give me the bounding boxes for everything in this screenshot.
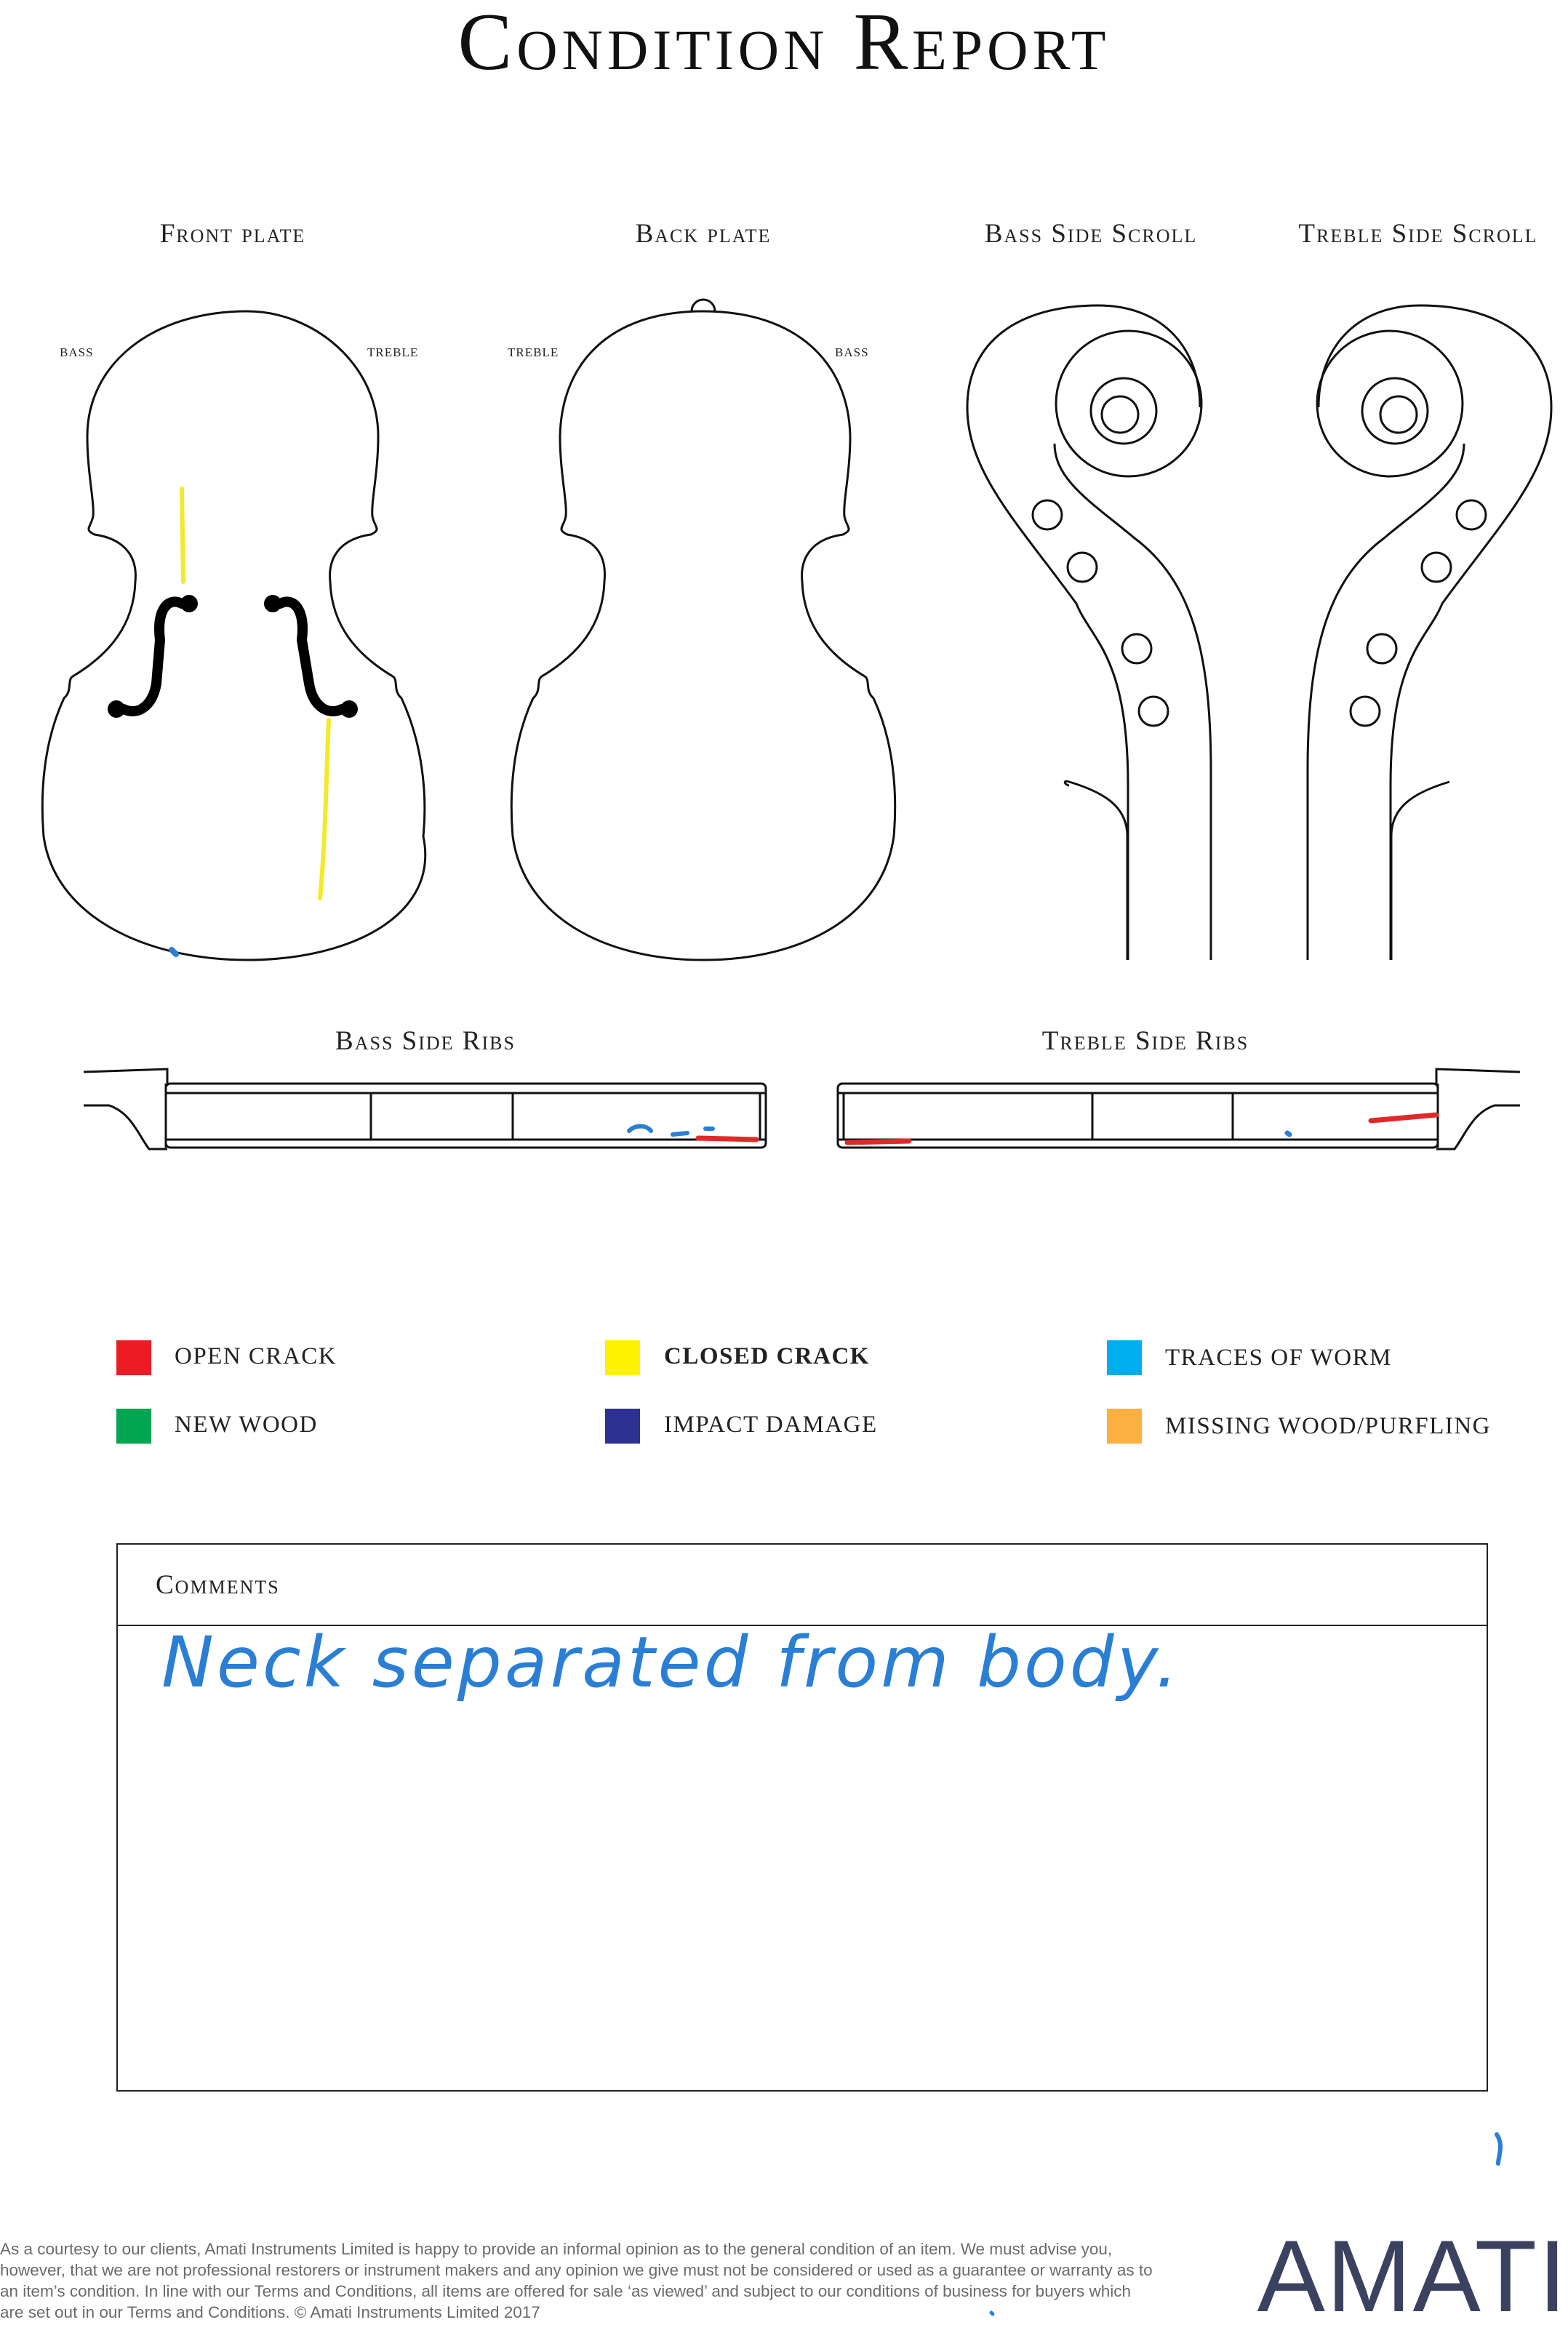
back-plate-label: Back plate: [635, 219, 772, 249]
legend-label-missing-wood: MISSING WOOD/PURFLING: [1165, 1413, 1492, 1439]
legend-label-traces-of-worm: TRACES OF WORM: [1165, 1345, 1392, 1371]
open-crack-treble-ribs-right: [1371, 1115, 1436, 1121]
legend-label-new-wood: NEW WOOD: [175, 1412, 318, 1438]
front-plate-outline: [42, 311, 425, 960]
f-holes: [124, 601, 342, 711]
ink-mark-margin: [1497, 2134, 1500, 2164]
front-plate-label: Front plate: [159, 219, 306, 249]
amati-logo: AMATI: [1257, 2219, 1568, 2333]
bass-side-ribs-label: Bass Side Ribs: [335, 1026, 516, 1056]
page-title: Condition Report: [457, 0, 1111, 87]
ink-dot-treble-ribs: [1287, 1133, 1289, 1135]
legend-swatch-traces-of-worm: [1107, 1340, 1142, 1375]
disclaimer-text: As a courtesy to our clients, Amati Instruments Limited is happy to provide an informal opinion as to the general condition of an item. We must advise you, however, that we are not professional restorers or instrument makers and any opinion we give must not be considered or used as a guarantee or warranty as to an item’s condition. In line with our Terms and Conditions, all items are offered for sale ‘as viewed’ and subject to our conditions of business for buyers which are set out in our Terms and Conditions. © Amati Instruments Limited 2017: [0, 2240, 1153, 2321]
treble-side-ribs-drawing: [838, 1069, 1520, 1149]
back-plate-outline: [511, 311, 895, 960]
treble-scroll-outline: [1319, 305, 1551, 960]
legend-label-impact-damage: IMPACT DAMAGE: [664, 1412, 878, 1438]
legend-label-closed-crack: CLOSED CRACK: [664, 1343, 870, 1369]
front-bass-label: bass: [60, 342, 94, 361]
legend-swatch-impact-damage: [605, 1409, 640, 1444]
back-treble-label: treble: [508, 342, 559, 361]
bass-scroll-outline: [967, 305, 1200, 960]
back-bass-label: bass: [835, 342, 869, 361]
bass-side-ribs-drawing: [84, 1069, 766, 1149]
open-crack-bass-ribs: [698, 1138, 756, 1140]
comments-label: Comments: [156, 1570, 280, 1600]
legend-swatch-closed-crack: [605, 1340, 640, 1375]
handwritten-comment: Neck separated from body.: [161, 1622, 1181, 1703]
ink-dot-front: [172, 950, 176, 954]
closed-crack-lower: [320, 720, 329, 898]
legend-swatch-missing-wood: [1107, 1409, 1142, 1444]
back-plate-button: [692, 300, 715, 311]
bass-side-scroll-label: Bass Side Scroll: [984, 219, 1198, 249]
open-crack-treble-ribs-left: [847, 1141, 909, 1143]
comments-header: [118, 1545, 1487, 1626]
ink-marks-bass-ribs: [629, 1127, 713, 1135]
legend-swatch-open-crack: [116, 1340, 151, 1375]
front-treble-label: treble: [367, 342, 419, 361]
legend-label-open-crack: OPEN CRACK: [175, 1343, 337, 1369]
legend-swatch-new-wood: [116, 1409, 151, 1444]
treble-side-scroll-label: Treble Side Scroll: [1298, 219, 1538, 249]
closed-crack-upper: [182, 489, 183, 582]
treble-side-ribs-label: Treble Side Ribs: [1041, 1026, 1249, 1056]
